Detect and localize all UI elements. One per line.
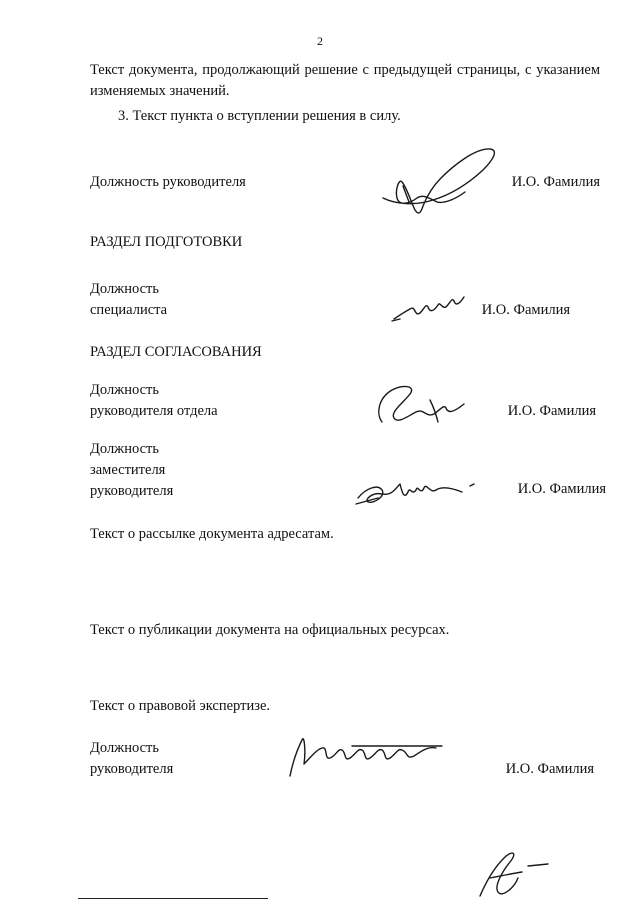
prepared-role	[90, 279, 340, 321]
legal-signature-row	[90, 712, 600, 782]
agreed-first-signature-row	[90, 352, 600, 424]
distribution-paragraph: Текст о рассылке документа адресатам.	[90, 526, 334, 542]
head-role: Должность руководителя	[90, 173, 246, 190]
agreed-first-signature-icon	[372, 378, 472, 428]
legal-role-line-1: Должность	[90, 739, 159, 756]
agreed-first-role-line-2: руководителя отдела	[90, 402, 218, 419]
agreed-second-role-line-3: руководителя	[90, 482, 174, 499]
prepared-name: И.О. Фамилия	[481, 301, 570, 318]
agreed-first-role	[90, 380, 340, 422]
agreed-second-name: И.О. Фамилия	[517, 480, 606, 497]
agreed-second-role	[90, 439, 340, 502]
agreed-second-signature-row	[90, 434, 606, 506]
agreed-first-name: И.О. Фамилия	[507, 402, 596, 419]
head-name: И.О. Фамилия	[511, 173, 600, 190]
legal-name: И.О. Фамилия	[505, 760, 594, 777]
prepared-role-line-2: специалиста	[90, 301, 168, 318]
prepared-role-line-1: Должность	[90, 280, 159, 297]
agreed-second-role-line-2: заместителя	[90, 461, 166, 478]
prepared-title: РАЗДЕЛ ПОДГОТОВКИ	[90, 234, 243, 250]
agreed-first-role-line-1: Должность	[90, 381, 159, 398]
publication-paragraph: Текст о публикации документа на официальных ресурсах.	[90, 622, 450, 638]
legal-signature-icon	[282, 730, 442, 780]
prepared-signature-icon	[390, 291, 480, 325]
agreed-title: РАЗДЕЛ СОГЛАСОВАНИЯ	[90, 344, 262, 360]
initials-mark-icon	[470, 842, 560, 900]
agreed-second-role-line-1: Должность	[90, 440, 159, 457]
footer-divider	[78, 898, 268, 899]
head-signature-icon	[375, 140, 515, 218]
legal-role-line-2: руководителя	[90, 760, 174, 777]
legal-check-text: Текст о правовой экспертизе.	[90, 698, 271, 714]
head-signature-row	[90, 126, 600, 196]
item-3-paragraph: 3. Текст пункта о вступлении решения в силу.	[118, 108, 401, 124]
agreed-second-signature-icon	[352, 474, 480, 510]
intro-paragraph: Текст документа, продолжающий решение с предыдущей страницы, с указанием изменяемых значений.	[90, 62, 600, 100]
prepared-signature-row	[90, 253, 600, 323]
page-number: 2	[317, 34, 323, 48]
